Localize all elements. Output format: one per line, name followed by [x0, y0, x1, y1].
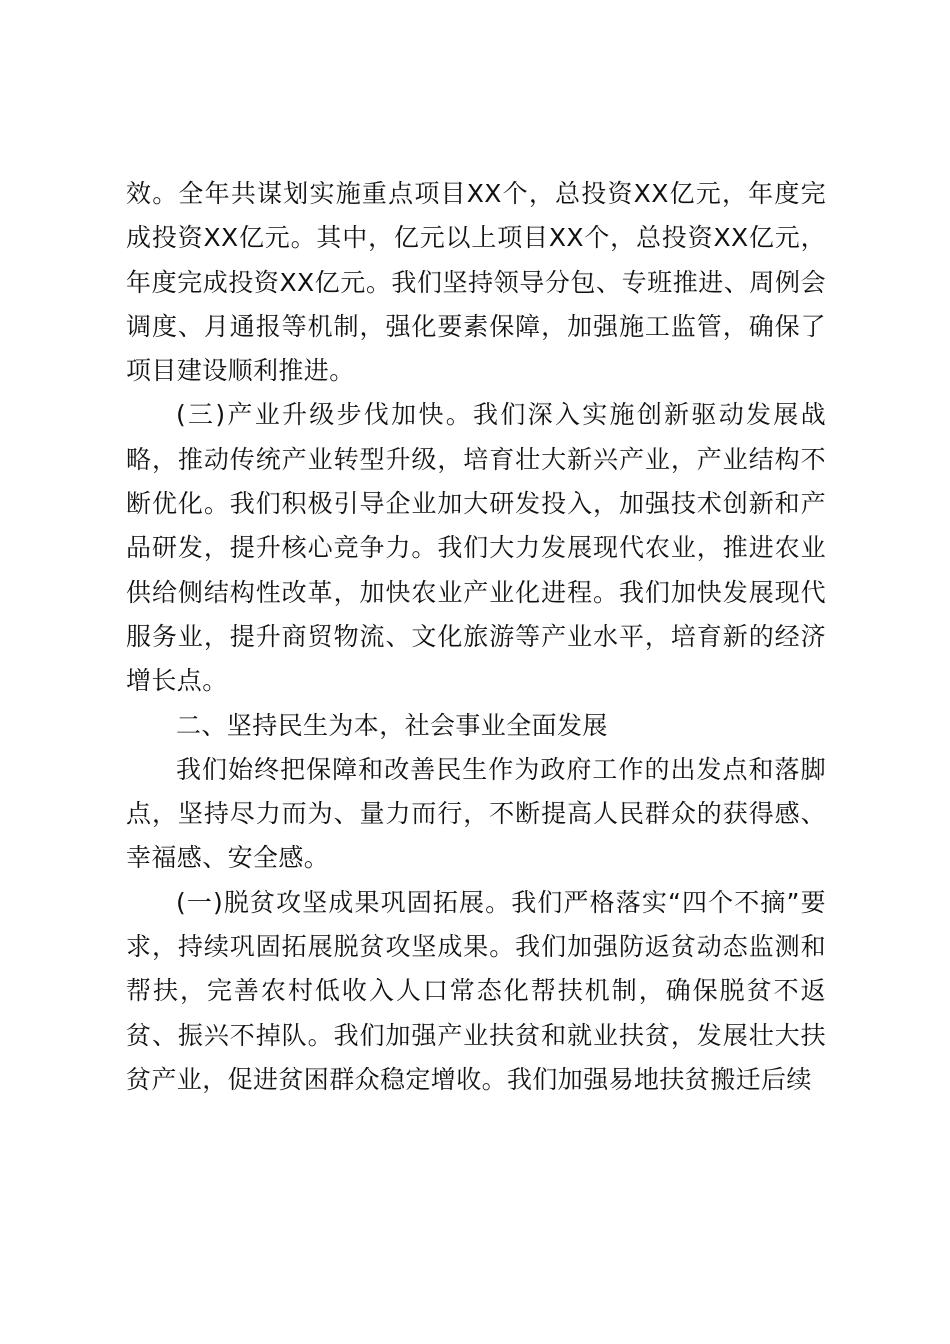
paragraph-livelihood-intro: 我们始终把保障和改善民生作为政府工作的出发点和落脚点，坚持尽力而为、量力而行，不断提高人民群众的获得感、幸福感、安全感。 [126, 754, 826, 873]
document-body [126, 172, 826, 1102]
section-heading-livelihood: 二、坚持民生为本，社会事业全面发展 [176, 710, 608, 740]
paragraph-project-investment: 效。全年共谋划实施重点项目XX个，总投资XX亿元，年度完成投资XX亿元。其中，亿元以上项目XX个，总投资XX亿元，年度完成投资XX亿元。我们坚持领导分包、专班推进、周例会调度、月通报等机制，强化要素保障，加强施工监管，确保了项目建设顺利推进。 [126, 179, 826, 386]
paragraph-industrial-upgrading: (三)产业升级步伐加快。我们深入实施创新驱动发展战略，推动传统产业转型升级，培育壮大新兴产业，产业结构不断优化。我们积极引导企业加大研发投入，加强技术创新和产品研发，提升核心竞争力。我们大力发展现代农业，推进农业供给侧结构性改革，加快农业产业化进程。我们加快发展现代服务业，提升商贸物流、文化旅游等产业水平，培育新的经济增长点。 [126, 400, 826, 696]
paragraph-poverty-alleviation: (一)脱贫攻坚成果巩固拓展。我们严格落实“四个不摘”要求，持续巩固拓展脱贫攻坚成果。我们加强防返贫动态监测和帮扶，完善农村低收入人口常态化帮扶机制，确保脱贫不返贫、振兴不掉队。我们加强产业扶贫和就业扶贫，发展壮大扶贫产业，促进贫困群众稳定增收。我们加强易地扶贫搬迁后续 [126, 887, 826, 1094]
